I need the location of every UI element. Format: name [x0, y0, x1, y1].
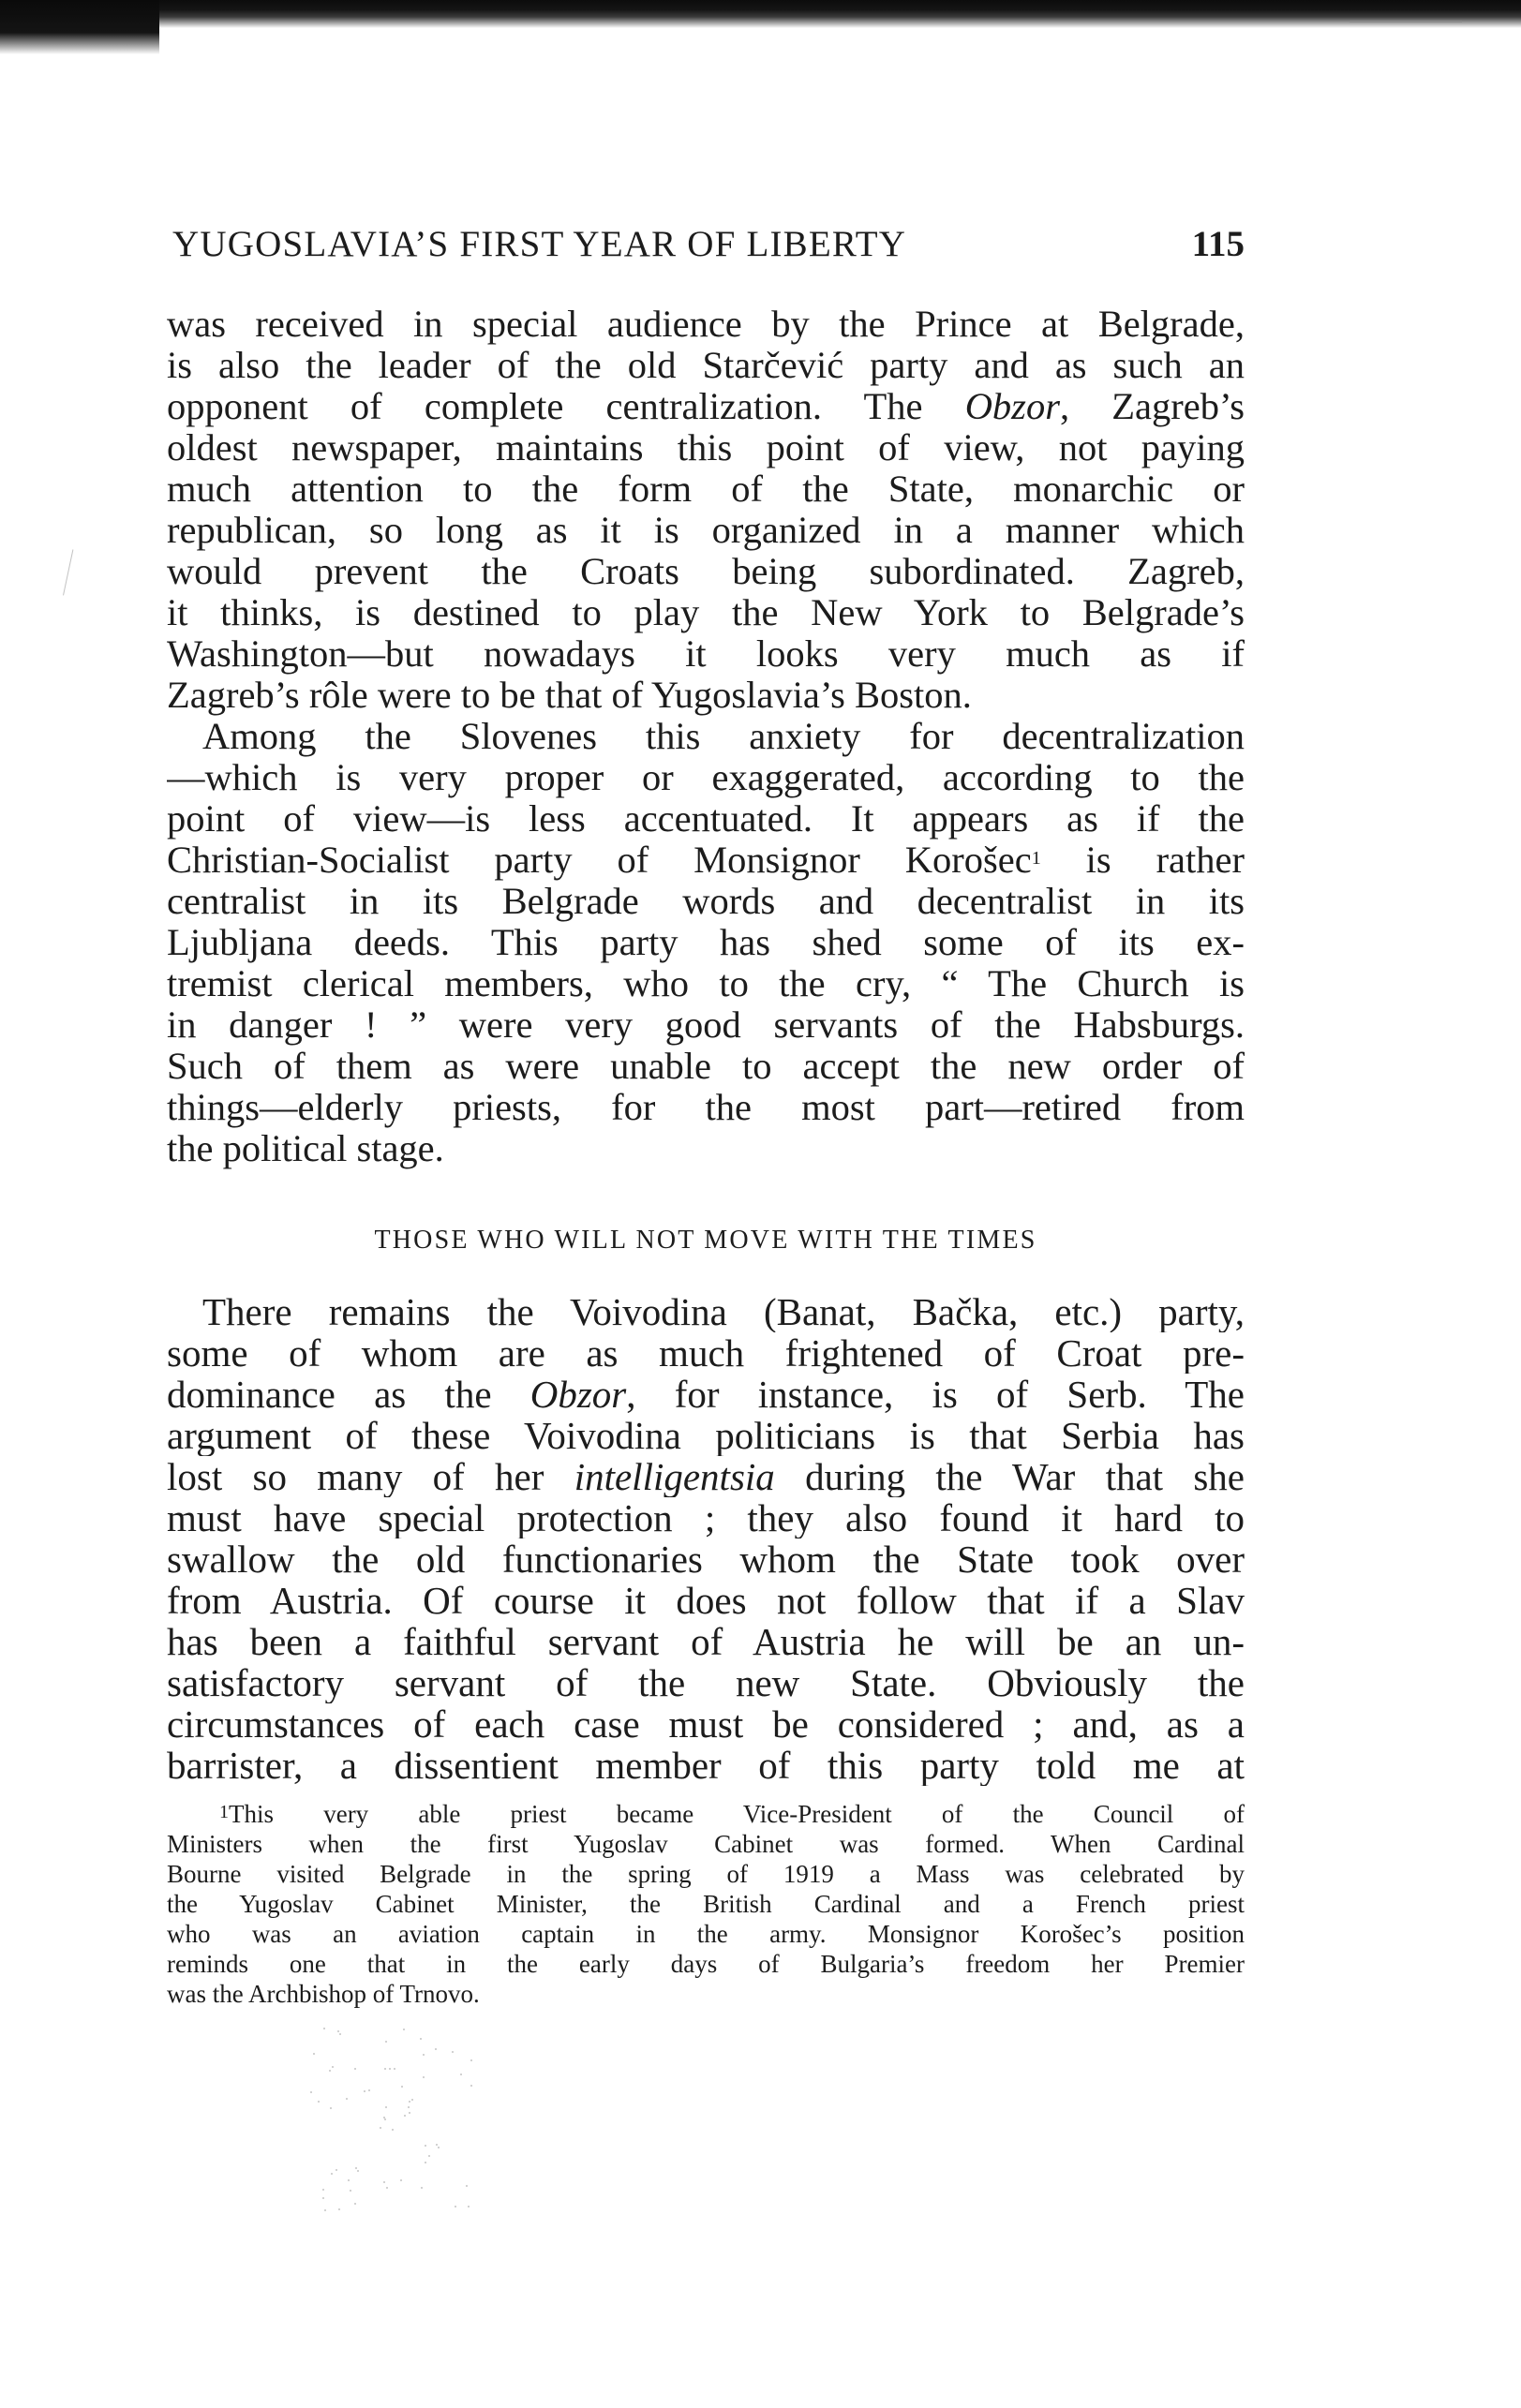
text-line: oldest newspaper, maintains this point of view, not paying	[167, 427, 1245, 468]
text-line: There remains the Voivodina (Banat, Bačka, etc.) party,	[202, 1291, 1245, 1332]
running-head-title: YUGOSLAVIA’S FIRST YEAR OF LIBERTY	[172, 224, 907, 264]
scan-speckle	[384, 2068, 386, 2070]
footnote-line: Bourne visited Belgrade in the spring of 1919 a Mass was celebrated by	[167, 1860, 1245, 1888]
scan-speckle	[438, 2147, 440, 2148]
scan-speckle	[409, 2101, 410, 2103]
scan-speckle	[409, 2112, 410, 2114]
scan-edge-line	[1350, 21, 1462, 22]
scan-speckle	[338, 2208, 340, 2210]
scan-speckle	[323, 2028, 325, 2029]
text-line: is also the leader of the old Starčević party and as such an	[167, 345, 1245, 386]
italic-term: intelligentsia	[574, 1456, 775, 1497]
scan-speckle	[470, 2059, 472, 2061]
scan-speckle	[380, 2127, 381, 2129]
text-line-with-obzor: opponent of complete centralization. The Obzor, Zagreb’s	[167, 386, 1245, 427]
scan-speckle	[411, 2099, 413, 2101]
scan-speckle	[346, 2098, 348, 2100]
text-line-with-intelligentsia: lost so many of her intelligentsia during the War that she	[167, 1456, 1245, 1497]
scan-speckle	[348, 2179, 350, 2181]
scan-speckle	[394, 2068, 395, 2070]
section-heading: THOSE WHO WILL NOT MOVE WITH THE TIMES	[374, 1226, 1037, 1255]
scan-speckle	[318, 2101, 320, 2103]
text-line: Such of them as were unable to accept the new order of	[167, 1046, 1245, 1087]
footnote-line: was the Archbishop of Trnovo.	[167, 1980, 480, 2008]
text-line: —which is very proper or exaggerated, according to the	[167, 757, 1245, 798]
footnote	[167, 1799, 1245, 2009]
scan-speckle	[332, 2066, 334, 2068]
scan-speckle	[425, 2145, 426, 2147]
text-line: Zagreb’s rôle were to be that of Yugoslavia’s Boston.	[167, 675, 972, 716]
scan-speckle	[436, 2144, 438, 2146]
scan-speckle	[452, 2051, 454, 2053]
text-line: was received in special audience by the Prince at Belgrade,	[167, 304, 1245, 345]
footnote-line-text: This very able priest became Vice-President of the Council of	[229, 1800, 1245, 1828]
scan-top-edge	[0, 0, 1521, 28]
footnote-line: the Yugoslav Cabinet Minister, the British Cardinal and a French priest	[167, 1890, 1245, 1918]
text-line: things—elderly priests, for the most part—retired from	[167, 1087, 1245, 1128]
running-head	[167, 223, 1245, 274]
text-line: swallow the old functionaries whom the State took over	[167, 1538, 1245, 1580]
text-line: Ljubljana deeds. This party has shed some of its ex-	[167, 922, 1245, 963]
scan-speckle	[460, 2074, 462, 2075]
scan-speckle	[330, 2107, 332, 2109]
text-line: some of whom are as much frightened of Croat pre-	[167, 1332, 1245, 1374]
scan-speckle	[384, 2118, 386, 2120]
scan-speckle	[336, 2169, 337, 2171]
scan-speckle	[468, 2206, 470, 2207]
text-line: republican, so long as it is organized in a manner which	[167, 510, 1245, 551]
text-line: must have special protection ; they also found it hard to	[167, 1497, 1245, 1538]
text-line: Washington—but nowadays it looks very much as if	[167, 633, 1245, 675]
scan-speckle	[383, 2181, 385, 2183]
scan-speckle	[322, 2189, 324, 2191]
text-line-with-obzor: dominance as the Obzor, for instance, is of Serb. The	[167, 1374, 1245, 1415]
scan-speckle	[423, 2076, 425, 2078]
italic-term: Obzor	[964, 386, 1060, 427]
scan-speckle	[310, 2091, 312, 2093]
footnote-line: reminds one that in the early days of Bulgaria’s freedom her Premier	[167, 1950, 1245, 1978]
scan-speckle	[423, 2054, 425, 2056]
text-line: circumstances of each case must be considered ; and, as a	[167, 1703, 1245, 1745]
text-line: tremist clerical members, who to the cry, “ The Church is	[167, 963, 1245, 1004]
text-line: has been a faithful servant of Austria he will be an un-	[167, 1621, 1245, 1662]
scan-speckle	[455, 2206, 456, 2207]
scan-speckle	[324, 2209, 326, 2211]
text-line: it thinks, is destined to play the New York to Belgrade’s	[167, 592, 1245, 633]
text-line: in danger ! ” were very good servants of the Habsburgs.	[167, 1004, 1245, 1046]
scan-speckle	[408, 2106, 410, 2108]
text-line-with-footnote-ref	[167, 840, 1245, 881]
scan-top-corner-shadow	[0, 0, 159, 54]
scan-speckle	[329, 2070, 331, 2072]
scan-speckle	[401, 2086, 403, 2088]
scan-speckle	[354, 2203, 356, 2205]
text-line	[167, 386, 1245, 427]
scan-speckle	[428, 2155, 430, 2157]
footnote-reference[interactable]: 1	[1031, 848, 1041, 869]
scan-speckle	[389, 2068, 391, 2070]
scan-speckle	[385, 2041, 387, 2043]
paragraph-2	[167, 716, 1245, 1169]
text-line-part: is rather	[1085, 840, 1245, 881]
scan-speckle	[385, 2106, 387, 2108]
scan-speckle	[403, 2029, 405, 2030]
scan-speckle	[400, 2179, 402, 2181]
footnote-mark: 1	[219, 1802, 229, 1822]
text-line-part: Christian-Socialist party of Monsignor Korošec	[167, 840, 1032, 881]
margin-pencil-mark	[63, 549, 92, 599]
italic-term: Obzor	[529, 1374, 627, 1415]
paragraph-1	[167, 304, 1245, 716]
scan-speckle	[350, 2190, 351, 2192]
scan-speckle	[368, 2089, 370, 2091]
text-line: Among the Slovenes this anxiety for decentralization	[202, 716, 1245, 757]
text-line: argument of these Voivodina politicians is that Serbia has	[167, 1415, 1245, 1456]
text-line: the political stage.	[167, 1128, 444, 1169]
scan-speckle	[420, 2038, 422, 2040]
scan-speckle	[357, 2170, 359, 2172]
scan-speckle	[355, 2167, 357, 2169]
text-line: would prevent the Croats being subordinated. Zagreb,	[167, 551, 1245, 592]
footnote-line	[167, 1799, 1245, 1829]
scan-speckle	[470, 2085, 472, 2087]
text-line: much attention to the form of the State, monarchic or	[167, 468, 1245, 510]
text-line	[167, 1456, 1245, 1497]
scan-speckle	[404, 2115, 406, 2117]
scan-speckle	[322, 2197, 324, 2199]
scan-speckle	[313, 2053, 315, 2055]
footnote-line: Ministers when the first Yugoslav Cabinet was formed. When Cardinal	[167, 1830, 1245, 1858]
scan-speckle	[392, 2129, 394, 2131]
page-number: 115	[1191, 224, 1245, 264]
section-paragraph	[167, 1291, 1245, 1786]
text-line: centralist in its Belgrade words and decentralist in its	[167, 881, 1245, 922]
scan-speckle	[435, 2048, 437, 2050]
text-line: point of view—is less accentuated. It appears as if the	[167, 798, 1245, 840]
text-line	[167, 1374, 1245, 1415]
scan-speckle	[354, 2068, 356, 2070]
text-line: barrister, a dissentient member of this party told me at	[167, 1745, 1245, 1786]
scan-speckle	[466, 2185, 468, 2187]
scan-speckle	[364, 2090, 365, 2092]
text-line: satisfactory servant of the new State. Obviously the	[167, 1662, 1245, 1703]
scan-speckle	[421, 2187, 423, 2189]
footnote-line: who was an aviation captain in the army. Monsignor Korošec’s position	[167, 1920, 1245, 1948]
scan-speckle	[339, 2033, 341, 2035]
text-line: from Austria. Of course it does not follow that if a Slav	[167, 1580, 1245, 1621]
scan-speckle	[331, 2173, 333, 2175]
scan-speckle	[386, 2187, 388, 2189]
scan-speckle	[425, 2162, 426, 2163]
